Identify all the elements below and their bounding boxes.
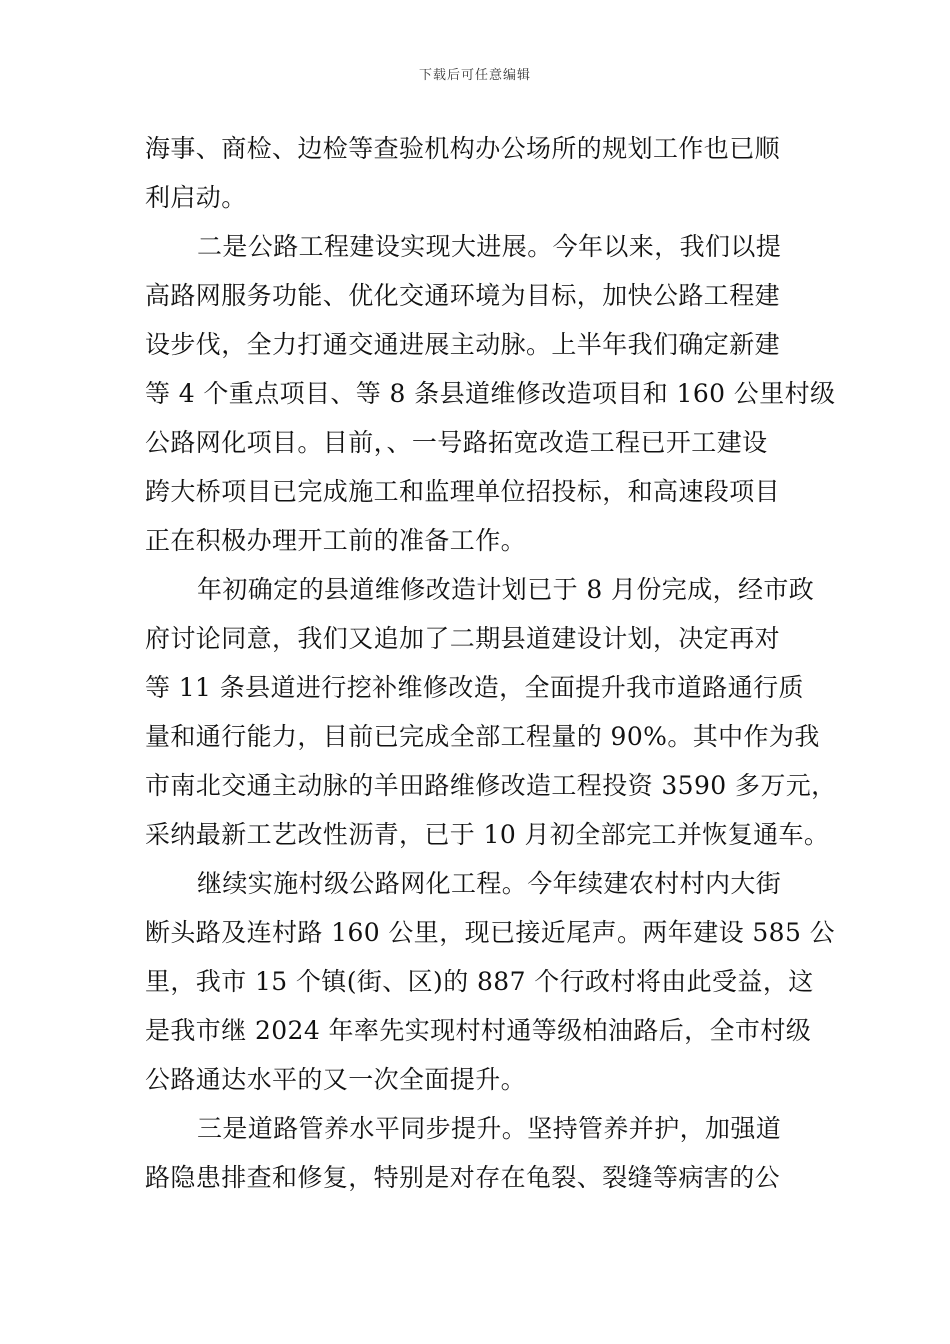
text-line: 府讨论同意，我们又追加了二期县道建设计划，决定再对 — [145, 624, 781, 653]
text-line: 利启动。 — [145, 183, 247, 212]
paragraph — [145, 1104, 810, 1202]
text-line: 等 4 个重点项目、等 8 条县道维修改造项目和 160 公里村级 — [145, 379, 836, 408]
text-line: 海事、商检、边检等查验机构办公场所的规划工作也已顺 — [145, 134, 781, 163]
text-line: 等 11 条县道进行挖补维修改造，全面提升我市道路通行质 — [145, 673, 804, 702]
text-line: 断头路及连村路 160 公里，现已接近尾声。两年建设 585 公 — [145, 918, 836, 947]
text-line: 公路通达水平的又一次全面提升。 — [145, 1065, 527, 1094]
document-body — [145, 124, 837, 1202]
text-line: 正在积极办理开工前的准备工作。 — [145, 526, 527, 555]
text-line: 高路网服务功能、优化交通环境为目标，加快公路工程建 — [145, 281, 781, 310]
page-header: 下载后可任意编辑 — [418, 68, 531, 83]
text-line: 里，我市 15 个镇(街、区)的 887 个行政村将由此受益，这 — [145, 967, 814, 996]
text-line: 是我市继 2024 年率先实现村村通等级柏油路后，全市村级 — [145, 1016, 812, 1045]
text-line: 采纳最新工艺改性沥青，已于 10 月初全部完工并恢复通车。 — [145, 820, 830, 849]
text-line: 三是道路管养水平同步提升。坚持管养并护，加强道 — [197, 1114, 782, 1143]
text-line: 二是公路工程建设实现大进展。今年以来，我们以提 — [197, 232, 782, 261]
text-line: 设步伐，全力打通交通进展主动脉。上半年我们确定新建 — [145, 330, 781, 359]
text-line: 量和通行能力，目前已完成全部工程量的 90%。其中作为我 — [145, 722, 820, 751]
text-line: 年初确定的县道维修改造计划已于 8 月份完成，经市政 — [197, 575, 815, 604]
text-line: 路隐患排查和修复，特别是对存在龟裂、裂缝等病害的公 — [145, 1163, 781, 1192]
text-line: 继续实施村级公路网化工程。今年续建农村村内大街 — [197, 869, 782, 898]
text-line: 跨大桥项目已完成施工和监理单位招投标，和高速段项目 — [145, 477, 781, 506]
text-line: 公路网化项目。目前，、一号路拓宽改造工程已开工建设 — [145, 428, 768, 457]
paragraph — [145, 859, 836, 1104]
text-line: 市南北交通主动脉的羊田路维修改造工程投资 3590 多万元， — [145, 771, 837, 800]
paragraph — [145, 124, 810, 222]
paragraph — [145, 222, 836, 565]
paragraph — [145, 565, 837, 859]
